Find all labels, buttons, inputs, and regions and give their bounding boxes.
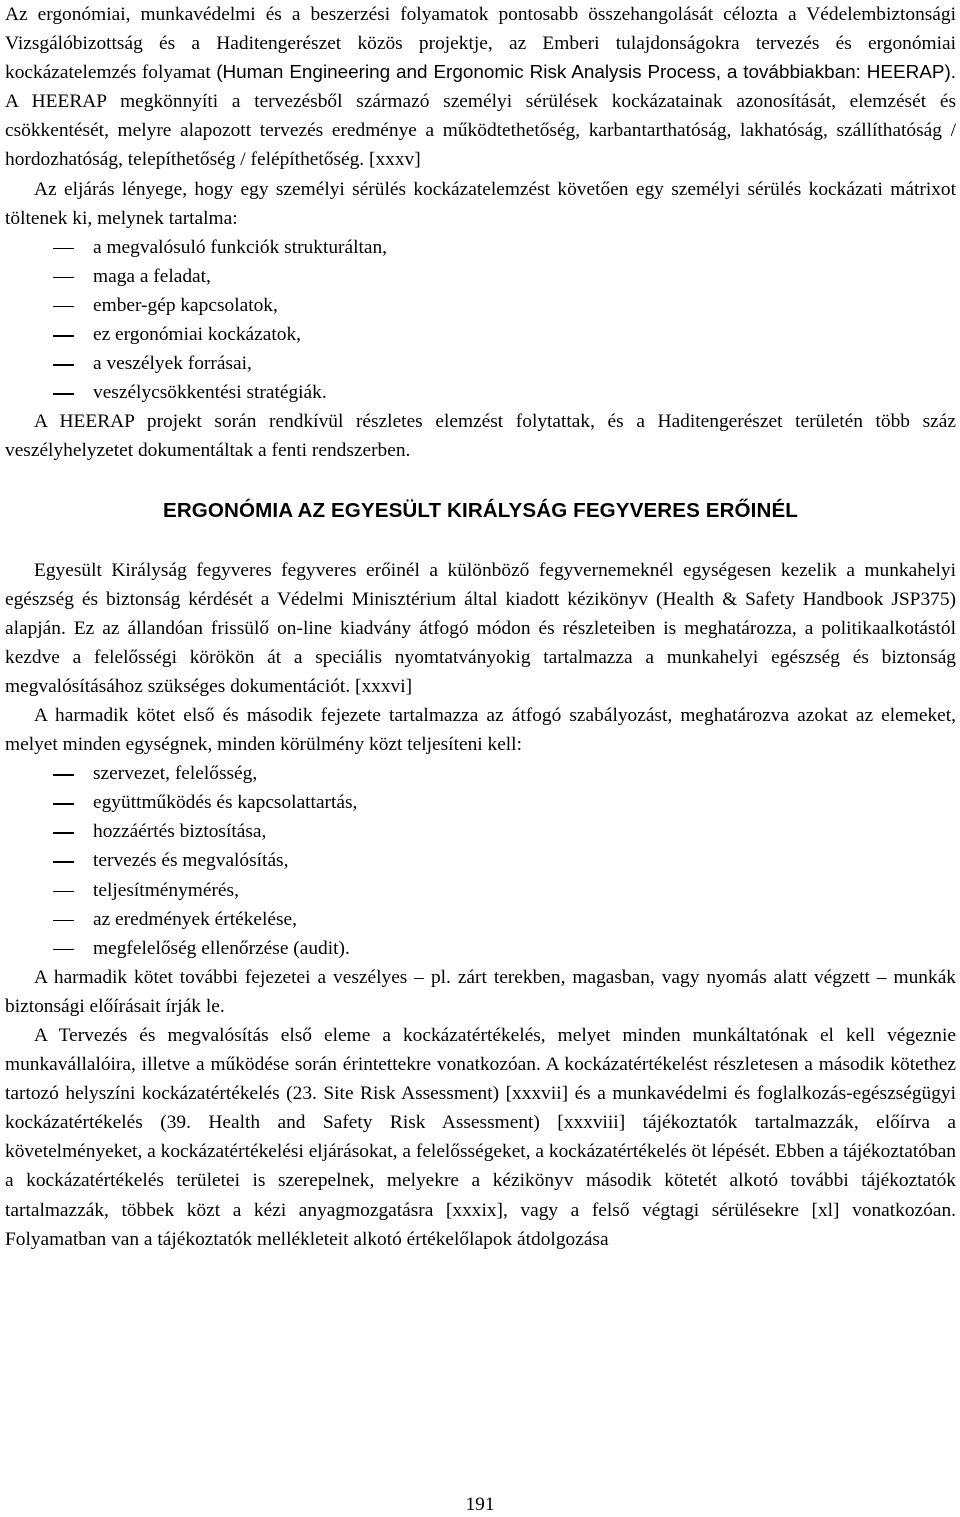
document-page: [5, 0, 956, 1254]
list-item: veszélycsökkentési stratégiák.: [93, 378, 956, 407]
requirements-list: [5, 759, 956, 963]
text-run: A HEERAP megkönnyíti a tervezésből származó személyi sérülések kockázatainak azonosítását, elemzését és csökkentését, melyre alapozott tervezés eredménye a működtethetőség, karbantarthatóság, lakhatóság, szállíthatóság / hordozhatóság, telepíthetőség / felépíthetőség. [xxxv]: [5, 91, 956, 171]
list-item: együttműködés és kapcsolattartás,: [93, 788, 956, 817]
list-item: ember-gép kapcsolatok,: [93, 291, 956, 320]
paragraph-uk-handbook: Egyesült Királyság fegyveres fegyveres erőinél a különböző fegyvernemeknél egységesen kezelik a munkahelyi egészség és biztonság kérdését a Védelmi Minisztérium által kiadott kézikönyv (Health & Safety Handbook JSP375) alapján. Ez az állandóan frissülő on-line kiadvány átfogó módon és részleteiben is meghatározza, a politikaalkotástól kezdve a felelősségi körökön át a speciális nyomtatványokig tartalmazza a munkahelyi egészség és biztonság megvalósításához szükséges dokumentációt. [xxxvi]: [5, 559, 956, 697]
paragraph-further-chapters: A harmadik kötet további fejezetei a veszélyes – pl. zárt terekben, magasban, vagy nyomás alatt végzett – munkák biztonsági előírásait írják le.: [5, 966, 956, 1017]
list-item: ez ergonómiai kockázatok,: [93, 320, 956, 349]
list-item: maga a feladat,: [93, 262, 956, 291]
paragraph-heerap-result: A HEERAP projekt során rendkívül részletes elemzést folytattak, és a Haditengerészet területén több száz veszélyhelyzetet dokumentáltak a fenti rendszerben.: [5, 411, 956, 462]
list-item: szervezet, felelősség,: [93, 759, 956, 788]
matrix-contents-list: [5, 233, 956, 408]
paragraph-risk-assessment: A Tervezés és megvalósítás első eleme a kockázatértékelés, melyet minden munkáltatónak el kell végeznie munkavállalóira, illetve a működése során érintettekre vonatkozóan. A kockázatértékelést részletesen a második kötethez tartozó helyszíni kockázatértékelés (23. Site Risk Assessment) [xxxvii] és a munkavédelmi és foglalkozás-egészségügyi kockázatértékelés (39. Health and Safety Risk Assessment) [xxxviii] tájékoztatók tartalmazzák, előírva a követelményeket, a kockázatértékelési eljárásokat, a felelősségeket, a kockázatértékelés öt lépését. Ebben a tájékoztatóban a kockázatértékelés területei is szerepelnek, melyekre a kézikönyv második kötetét alkotó további tájékoztatók tartalmazzák, többek közt a kézi anyagmozgatásra [xxxix], vagy a felső végtagi sérülésekre [xl] vonatkozóan. Folyamatban van a tájékoztatók mellékleteit alkotó értékelőlapok átdolgozása: [5, 1025, 956, 1250]
list-item: az eredmények értékelése,: [93, 905, 956, 934]
list-item: hozzáértés biztosítása,: [93, 817, 956, 846]
paragraph-third-volume: A harmadik kötet első és második fejezete tartalmazza az átfogó szabályozást, meghatározva azokat az elemeket, melyet minden egységnek, minden körülmény közt teljesíteni kell:: [5, 704, 956, 756]
section-heading: ERGONÓMIA AZ EGYESÜLT KIRÁLYSÁG FEGYVERES ERŐINÉL: [163, 498, 798, 522]
list-item: a megvalósuló funkciók strukturáltan,: [93, 233, 956, 262]
list-item: tervezés és megvalósítás,: [93, 846, 956, 875]
page-number: 191: [465, 1494, 495, 1515]
list-item: a veszélyek forrásai,: [93, 349, 956, 378]
text-run-sans: (Human Engineering and Ergonomic Risk Analysis Process, a továbbiakban: HEERAP).: [216, 62, 956, 84]
list-item: megfelelőség ellenőrzése (audit).: [93, 934, 956, 963]
paragraph-heerap-intro: [5, 0, 956, 175]
paragraph-method: Az eljárás lényege, hogy egy személyi sérülés kockázatelemzést követően egy személyi sérülés kockázati mátrixot töltenek ki, melynek tartalma:: [5, 178, 956, 229]
list-item: teljesítménymérés,: [93, 876, 956, 905]
text-run: Az ergonómiai, munkavédelmi és a beszerzési folyamatok pontosabb összehangolását célozta a Védelembiztonsági Vizsgálóbizottság és a Haditengerészet közös projektje, az Emberi tulajdonságokra tervezés és ergonómiai kockázatelemzés folyamat: [5, 4, 956, 84]
